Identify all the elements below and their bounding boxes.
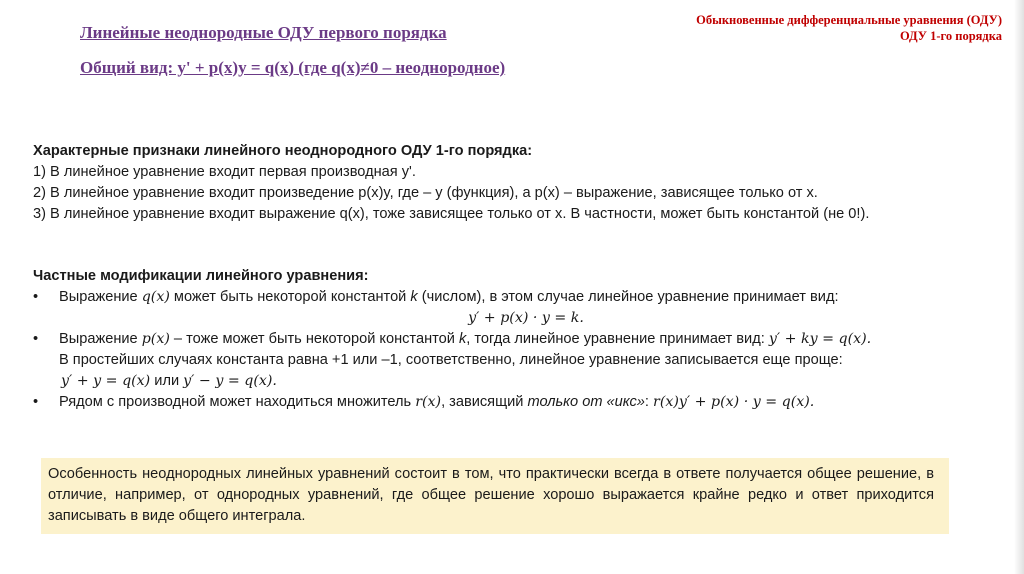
bullet-2-formula-minus: y′ − y = q(x). bbox=[183, 373, 277, 389]
feature-item-1: 1) В линейное уравнение входит первая производная y'. bbox=[33, 164, 416, 180]
bullet-1-q-of-x: q(x) bbox=[141, 289, 170, 305]
modification-bullet-2 bbox=[33, 329, 993, 350]
bullet-1-text-a: Выражение bbox=[59, 289, 142, 305]
feature-item-3: 3) В линейное уравнение входит выражение q(x), тоже зависящее только от x. В частности, может быть константой (не 0!). bbox=[33, 206, 870, 222]
bullet-3-text-a: Рядом с производной может находиться множитель bbox=[59, 394, 416, 410]
features-heading: Характерные признаки линейного неоднородного ОДУ 1-го порядка: bbox=[33, 143, 533, 159]
bullet-dot: • bbox=[33, 394, 39, 410]
bullet-dot: • bbox=[33, 289, 39, 305]
bullet-2-text-b: – тоже может быть некоторой константой bbox=[169, 331, 459, 347]
bullet-3-r-of-x: r(x) bbox=[415, 394, 442, 410]
bullet-3-text-c: : bbox=[644, 394, 654, 410]
bullet-2-p-of-x: p(x) bbox=[141, 331, 170, 347]
bullet-2-k: k bbox=[458, 331, 467, 347]
bullet-1-formula: y′ + p(x) · y = k. bbox=[468, 310, 584, 326]
bullet-3-formula: r(x)y′ + p(x) · y = q(x). bbox=[653, 394, 815, 410]
bullet-dot: • bbox=[33, 331, 39, 347]
section-header bbox=[696, 12, 1002, 44]
bullet-2-simple-formulas bbox=[33, 371, 993, 392]
features-section bbox=[33, 141, 993, 225]
bullet-2-formula: y′ + ky = q(x). bbox=[768, 331, 872, 347]
modifications-section bbox=[33, 266, 993, 413]
slide-title: Линейные неоднородные ОДУ первого порядка bbox=[80, 23, 447, 42]
bullet-1-text-b: может быть некоторой константой bbox=[169, 289, 411, 305]
feature-item-2: 2) В линейное уравнение входит произведение p(x)y, где – y (функция), а p(x) – выражение, зависящее только от x. bbox=[33, 185, 818, 201]
bullet-3-emphasis: только от «икс» bbox=[527, 394, 645, 410]
bullet-2-text-a: Выражение bbox=[59, 331, 142, 347]
bullet-2-text-c: , тогда линейное уравнение принимает вид: bbox=[466, 331, 769, 347]
modification-bullet-3 bbox=[33, 392, 993, 413]
bullet-1-text-c: (числом), в этом случае линейное уравнение принимает вид: bbox=[417, 289, 839, 305]
modification-bullet-1 bbox=[33, 287, 993, 308]
section-header-line-2: ОДУ 1-го порядка bbox=[899, 29, 1002, 43]
section-header-line-1: Обыкновенные дифференциальные уравнения (ОДУ) bbox=[696, 13, 1002, 27]
slide-edge-shadow bbox=[1014, 0, 1024, 574]
bullet-2-or: или bbox=[150, 373, 184, 389]
bullet-2-continuation: В простейших случаях константа равна +1 или –1, соответственно, линейное уравнение записывается еще проще: bbox=[59, 352, 843, 368]
bullet-1-k: k bbox=[410, 289, 418, 305]
general-form-title: Общий вид: y' + p(x)y = q(x) (где q(x)≠0 – неоднородное) bbox=[80, 58, 506, 77]
bullet-3-text-b: , зависящий bbox=[441, 394, 528, 410]
bullet-2-formula-plus: y′ + y = q(x) bbox=[61, 373, 151, 389]
note-box: Особенность неоднородных линейных уравнений состоит в том, что практически всегда в ответе получается общее решение, в отличие, например, от однородных уравнений, где общее решение хорошо выражается крайне редко и ответ приходится записывать в виде общего интеграла. bbox=[41, 458, 949, 534]
bullet-1-formula-line bbox=[33, 308, 993, 329]
modifications-heading: Частные модификации линейного уравнения: bbox=[33, 268, 369, 284]
